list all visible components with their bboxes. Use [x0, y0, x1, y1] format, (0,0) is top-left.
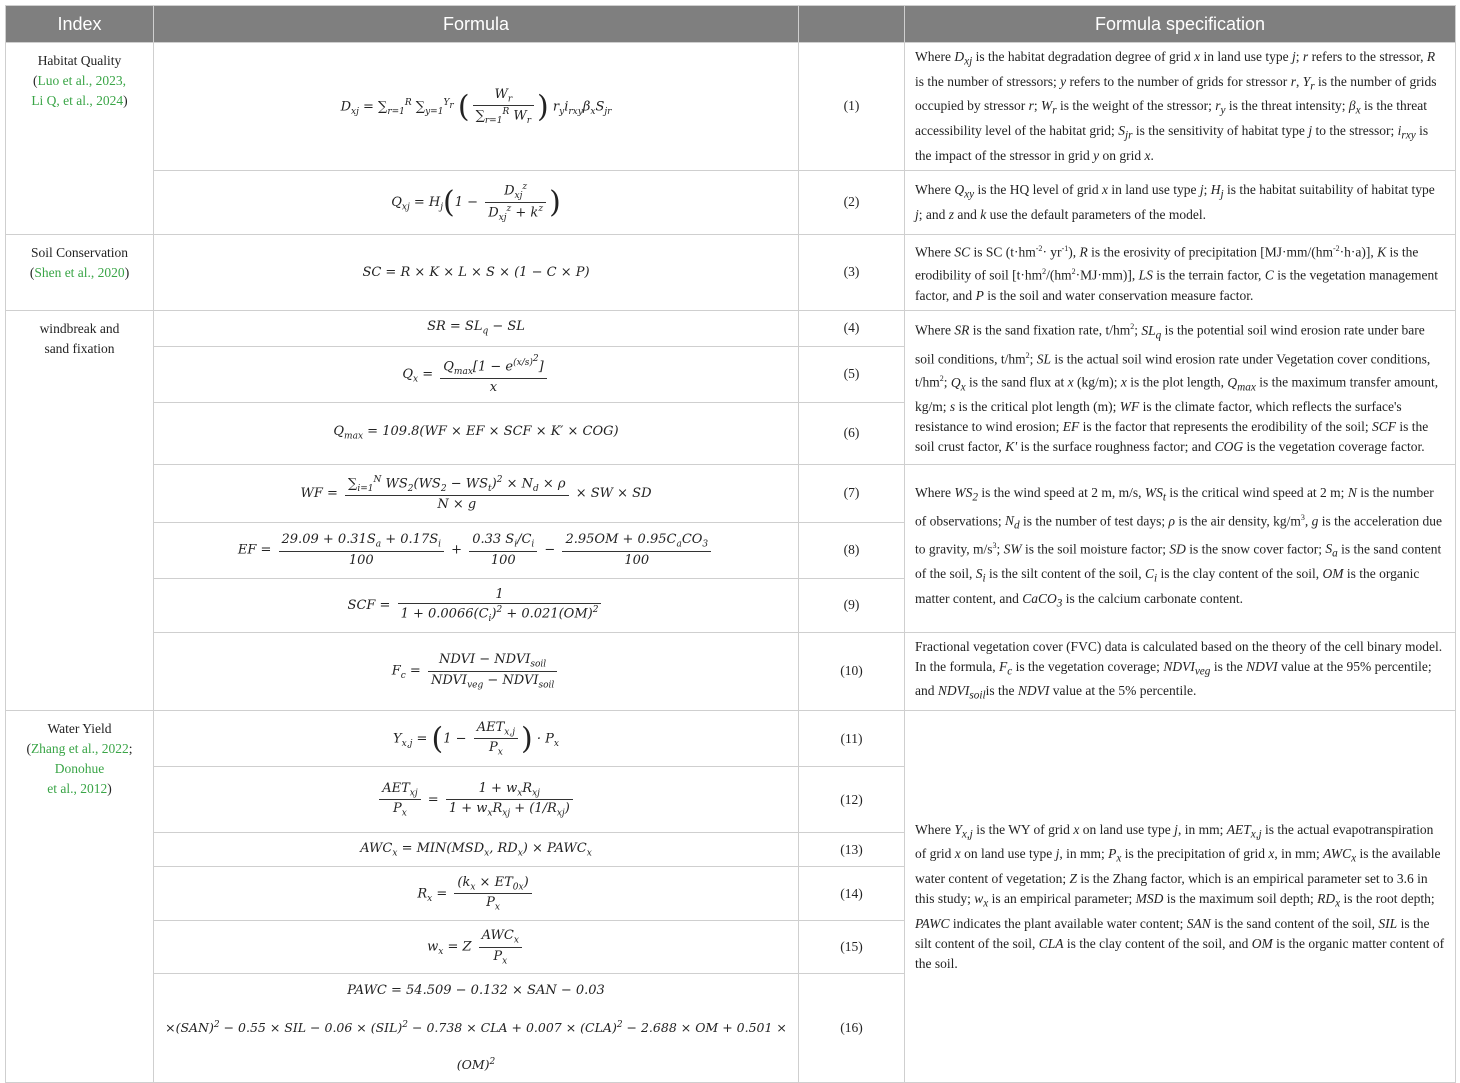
formula-number: (13) — [799, 833, 905, 867]
formula-number: (1) — [799, 43, 905, 171]
formula-13: $AWC_x = MIN(MSD_x$, $RD_x$) × $PAWC_x$ — [154, 833, 799, 867]
formula-1: $D_{xj} = \sum_{r=1}^R$ $\sum_{y=1}^{Y_r}$ ( $\frac{W_r}{\sum_{r=1}^R W_r}$ ) $r_yi_{rxy}\beta_xS_{jr}$ — [154, 43, 799, 171]
formula-table — [5, 5, 1456, 1083]
table-row — [6, 310, 1456, 346]
citation-link[interactable]: Donohue — [54, 761, 105, 777]
formula-12: $\frac{AET_{xj}}{P_x}$ = $\frac{1 + w_xR_{xj}}{1 + w_xR_{xj} + (1/R_{xj})}$ — [154, 767, 799, 833]
formula-6: $Q_{max} = 109.8(WF$ × EF × SCF × K′ × COG) — [154, 402, 799, 464]
formula-10: $F_c$ = $\frac{NDVI - NDVI_{soil}}{NDVI_{veg} - NDVI_{soil}}$ — [154, 632, 799, 710]
spec-7: Where $Y_{x,j}$ is the WY of grid x on land use type j, in mm; $AET_{x,j}$ is the actual evapotranspiration of grid x on land use type j, in mm; $P_x$ is the precipitation of grid x, in mm; $AWC_x$ is the available water content of vegetation; Z is the Zhang factor, which is an empirical parameter set to 3.6 in this study; $w_x$ is an empirical parameter; MSD is the maximum soil depth; $RD_x$ is the root depth; PAWC indicates the plant available water content; SAN is the sand content of the soil, SIL is the silt content of the soil, CLA is the clay content of the soil, and OM is the organic matter content of the soil. — [905, 711, 1456, 1083]
table-row — [6, 632, 1456, 710]
formula-number: (9) — [799, 578, 905, 632]
index-soil-conservation: Soil Conservation (Shen et al., 2020) — [6, 234, 154, 310]
formula-number: (14) — [799, 867, 905, 921]
index-habitat-quality: Habitat Quality (Luo et al., 2023, Li Q, et al., 2024) — [6, 43, 154, 235]
table-row — [6, 711, 1456, 767]
formula-number: (12) — [799, 767, 905, 833]
header-row — [6, 6, 1456, 43]
table-row — [6, 170, 1456, 234]
citation-link[interactable]: Luo et al., 2023, — [37, 73, 126, 88]
citation-link[interactable]: et al., 2012 — [47, 781, 108, 797]
formula-number: (16) — [799, 974, 905, 1083]
formula-14: $R_x$ = $\frac{(k_x \times ET_{0x})}{P_x}$ — [154, 867, 799, 921]
index-windbreak: windbreak and sand fixation — [6, 310, 154, 710]
spec-1: Where $D_{xj}$ is the habitat degradation degree of grid x in land use type j; r refers to the stressor, R is the number of stressors; y refers to the number of grids for stressor r, $Y_r$ is the number of grids occupied by stressor r; $W_r$ is the weight of the stressor; $r_y$ is the threat intensity; $\beta_x$ is the threat accessibility level of the habitat grid; $S_{jr}$ is the sensitivity of habitat type j to the stressor; $i_{rxy}$ is the impact of the stressor in grid y on grid x. — [905, 43, 1456, 171]
spec-6: Fractional vegetation cover (FVC) data is calculated based on the theory of the cell binary model. In the formula, $F_c$ is the vegetation coverage; $NDVI_{veg}$ is the NDVI value at the 95% percentile; and $NDVI_{soil}is$ the NDVI value at the 5% percentile. — [905, 632, 1456, 710]
formula-8: EF = $\frac{29.09 + 0.31S_a + 0.17S_i}{100}$ + $\frac{0.33 S_i/C_i}{100}$ − $\frac{2.95OM + 0.95C_aCO_3}{100}$ — [154, 522, 799, 578]
header-index: Index — [6, 6, 154, 43]
header-number — [799, 6, 905, 43]
table-row — [6, 43, 1456, 171]
formula-number: (8) — [799, 522, 905, 578]
spec-5: Where $WS_2$ is the wind speed at 2 m, m/s, $WS_t$ is the critical wind speed at 2 m; N is the number of observations; $N_d$ is the number of test days; ρ is the air density, $kg/m^3$, g is the acceleration due to gravity, $m/s^3$; SW is the soil moisture factor; SD is the snow cover factor; $S_a$ is the sand content of the soil, $S_i$ is the silt content of the soil, $C_i$ is the clay content of the soil, OM is the organic matter content, and CaCO$_3$ is the calcium carbonate content. — [905, 464, 1456, 632]
formula-16: PAWC = 54.509 − 0.132 × SAN − 0.03 ×(SAN)$^2$ − 0.55 × SIL − 0.06 × (SIL)$^2$ − 0.738 × CLA + 0.007 × (CLA)$^2$ − 2.688 × OM + 0.501 × (OM)$^2$ — [154, 974, 799, 1083]
citation-link[interactable]: Shen et al., 2020 — [34, 264, 125, 280]
citation-link[interactable]: Zhang et al., 2022 — [30, 741, 129, 757]
formula-number: (2) — [799, 170, 905, 234]
header-formula: Formula — [154, 6, 799, 43]
spec-2: Where $Q_{xy}$ is the HQ level of grid x in land use type j; $H_j$ is the habitat suitability of habitat type j; and z and k use the default parameters of the model. — [905, 170, 1456, 234]
spec-4: Where SR is the sand fixation rate, $t/hm^2$; $SL_q$ is the potential soil wind erosion rate under bare soil conditions, $t/hm^2$; SL is the actual soil wind erosion rate under Vegetation cover conditions, $t/hm^2$; $Q_x$ is the sand flux at x (kg/m); x is the plot length, $Q_{max}$ is the maximum transfer amount, kg/m; s is the critical plot length (m); WF is the climate factor, which reflects the surface's resistance to wind erosion; EF is the factor that represents the erodibility of the soil; SCF is the soil crust factor, K' is the surface roughness factor; and COG is the vegetation coverage factor. — [905, 310, 1456, 464]
formula-2: $Q_{xj} = H_j(1$ − $\frac{D_{xj}^z}{D_{xj}^z + k^z}$ ) — [154, 170, 799, 234]
formula-5: $Q_x$ = $\frac{Q_{max}[1 - e^{(x/s)^2}]}{x}$ — [154, 346, 799, 402]
formula-4: SR = $SL_q$ − SL — [154, 310, 799, 346]
formula-7: WF = $\frac{\sum_{i=1}^N WS_2(WS_2 - WS_t)^2 \times N_d \times \rho}{N \times g}$ × SW × SD — [154, 464, 799, 522]
formula-number: (7) — [799, 464, 905, 522]
spec-3: Where SC is SC $(t\cdot hm^{-2}\cdot yr^{-1})$, R is the erosivity of precipitation $[MJ\cdot mm/(hm^{-2}\cdot h\cdot a)]$, K is the erodibility of soil $[t\cdot hm^2/(hm^2\cdot MJ\cdot mm)]$, LS is the terrain factor, C is the vegetation management factor, and P is the soil and water conservation measure factor. — [905, 234, 1456, 310]
header-spec: Formula specification — [905, 6, 1456, 43]
formula-number: (10) — [799, 632, 905, 710]
formula-11: $Y_{x,j} = (1$ − $\frac{AET_{x,j}}{P_x}$ ) · $P_x$ — [154, 711, 799, 767]
index-water-yield: Water Yield (Zhang et al., 2022; Donohue et al., 2012) — [6, 711, 154, 1083]
formula-number: (5) — [799, 346, 905, 402]
table-row — [6, 464, 1456, 522]
formula-number: (6) — [799, 402, 905, 464]
formula-9: SCF = $\frac{1}{1 + 0.0066(C_i)^2 + 0.021(OM)^2}$ — [154, 578, 799, 632]
citation-link[interactable]: Li Q, et al., 2024 — [31, 93, 124, 108]
formula-15: $w_x = Z$ $\frac{AWC_x}{P_x}$ — [154, 921, 799, 974]
formula-number: (15) — [799, 921, 905, 974]
formula-number: (3) — [799, 234, 905, 310]
table-row — [6, 234, 1456, 310]
formula-number: (11) — [799, 711, 905, 767]
formula-number: (4) — [799, 310, 905, 346]
formula-3: SC = R × K × L × S × (1 − C × P) — [154, 234, 799, 310]
